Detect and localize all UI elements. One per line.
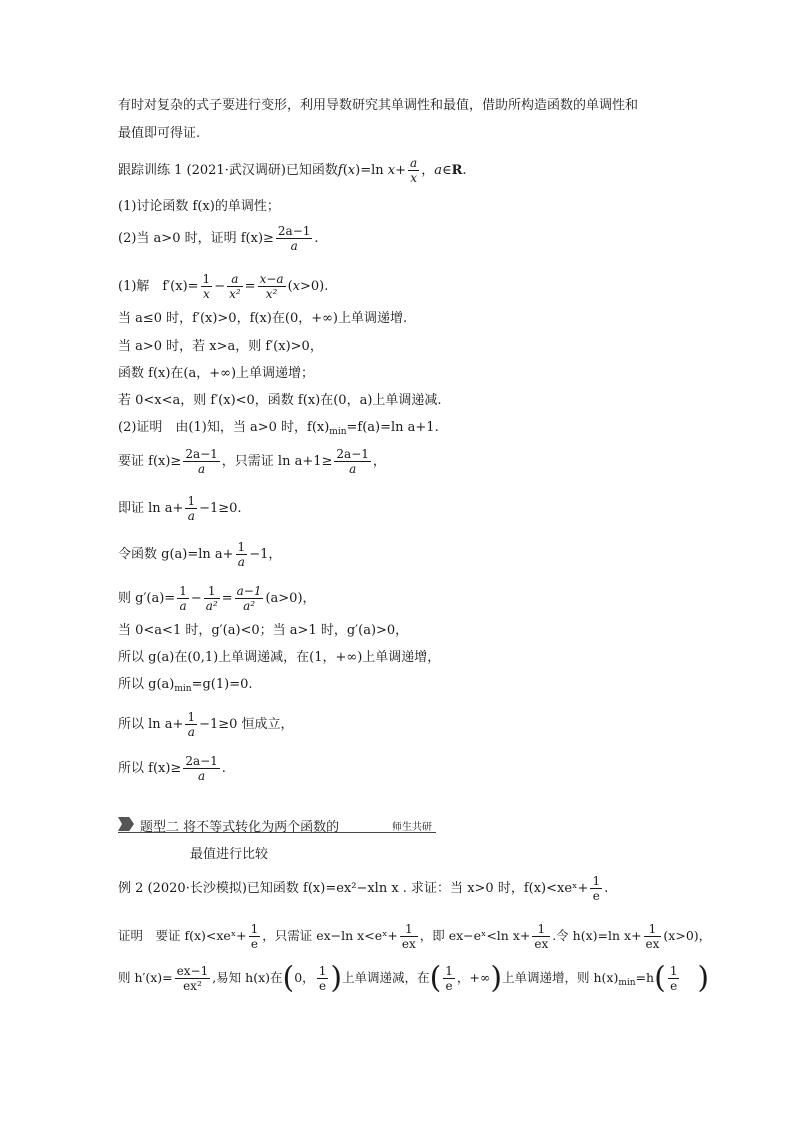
fraction: $\frac{2a-1}{a}$	[185, 754, 218, 783]
fraction: $\frac{1}{x}$	[202, 272, 211, 301]
solution-line: 若 0<x<a，则 f′(x)<0，函数 f(x)在(0，a)上单调递减.	[118, 393, 442, 408]
fraction: $\frac{2a-1}{a}$	[336, 447, 369, 476]
fraction: $\frac{1}{e}$	[592, 874, 601, 903]
fraction: $\frac{a}{x}$	[410, 156, 418, 185]
fraction: $\frac{1}{a}$	[187, 494, 196, 523]
intro-line-1: 有时对复杂的式子要进行变形，利用导数研究其单调性和最值，借助所构造函数的单调性和	[118, 98, 639, 113]
section-header	[118, 816, 436, 833]
fraction: $\frac{2a-1}{a}$	[185, 447, 218, 476]
fraction: $\frac{1}{e}$	[318, 964, 327, 993]
fraction: $\frac{1}{ex}$	[645, 922, 660, 951]
fraction: $\frac{1}{ex}$	[534, 922, 549, 951]
section-title-continued: 最值进行比较	[190, 847, 269, 862]
question-2: (2)当 a>0 时，证明 f(x)≥ $\frac{2a-1}{a}$ .	[118, 224, 319, 253]
proof-line: 所以 $g(a)_{min}=g(1)=0$.	[118, 677, 253, 694]
fraction: $\frac{x-a}{\text{x²}}$	[259, 272, 284, 301]
proof-line: 即证 ln a+ $\frac{1}{a}$ −1≥0.	[118, 494, 242, 523]
fraction: $\frac{a}{\text{x²}}$	[229, 272, 241, 301]
fraction: $\frac{1}{ex}$	[401, 922, 416, 951]
solution-derivative: (1)解 f′(x)= $\frac{1}{x}$ − $\frac{a}{\text{x²}}$ = $\frac{x-a}{\text{x²}}$ (x>0).	[118, 272, 329, 301]
section-marker-icon	[118, 817, 134, 831]
example-statement: 例 2 (2020·长沙模拟)已知函数 f(x)=ex²−xln x . 求证：当 x>0 时，f(x)<xeˣ+ $\frac{1}{e}$ .	[118, 874, 609, 903]
fraction: $\frac{1}{a}$	[187, 710, 196, 739]
fraction: $\frac{1}{\text{a²}}$	[205, 584, 218, 613]
fraction: $\frac{1}{e}$	[250, 922, 259, 951]
fraction: $\frac{1}{a}$	[237, 540, 246, 569]
proof-line: 所以 g(a)在(0,1)上单调递减，在(1，+∞)上单调递增，	[118, 650, 441, 665]
exercise-statement: 跟踪训练 1 (2021·武汉调研)已知函数f(x)=ln x+ $\frac{a}{x}$ ，a∈R.	[118, 156, 467, 185]
example-proof-last: 则 h′(x)= $\frac{ex-1}{\text{ex²}}$ ,易知 h(x)在(0， $\frac{1}{e}$ )上单调递减，在( $\frac{1}{e}$ ，+∞)上单调递增，则 $h(x)_{min}=h$( $\frac{1}{e}$ )	[118, 960, 710, 996]
proof-line: 令函数 g(a)=ln a+ $\frac{1}{a}$ −1，	[118, 540, 282, 569]
solution-line: 函数 f(x)在(a，+∞)上单调递增；	[118, 366, 315, 381]
question-1: (1)讨论函数 f(x)的单调性；	[118, 199, 280, 214]
intro-line-2: 最值即可得证.	[118, 126, 201, 141]
proof-line: 所以 ln a+ $\frac{1}{a}$ −1≥0 恒成立，	[118, 710, 294, 739]
solution-line: 当 a≤0 时，f′(x)>0，f(x)在(0，+∞)上单调递增.	[118, 311, 408, 326]
proof-line: 则 g′(a)= $\frac{1}{a}$ − $\frac{1}{\text{a²}}$ = $\frac{a-1}{\text{a²}}$ (a>0)，	[118, 584, 316, 613]
fraction: $\frac{1}{e}$	[445, 964, 453, 993]
example-proof: 证明 要证 f(x)<xeˣ+ $\frac{1}{e}$ ，只需证 ex−ln x<eˣ+ $\frac{1}{ex}$ ，即 ex−eˣ<ln x+ $\frac{1}{ex}$ .令 h(x)=ln x+ $\frac{1}{ex}$ (x>0)，	[118, 922, 712, 951]
proof-line: 所以 f(x)≥ $\frac{2a-1}{a}$ .	[118, 754, 226, 783]
proof-head: (2)证明 由(1)知，当 a>0 时，$f(x)_{min}=f(a)=\ln$ a+1.	[118, 420, 439, 437]
fraction: $\frac{1}{e}$	[669, 964, 678, 993]
fraction: $\frac{2a-1}{a}$	[277, 224, 311, 253]
solution-line: 当 a>0 时，若 x>a，则 f′(x)>0，	[118, 339, 323, 354]
section-title: 题型二 将不等式转化为两个函数的	[140, 820, 340, 835]
fraction: $\frac{1}{a}$	[179, 584, 187, 613]
fraction: $\frac{a-1}{\text{a²}}$	[236, 584, 262, 613]
section-tag: 师生共研	[392, 822, 432, 833]
fraction: $\frac{ex-1}{\text{ex²}}$	[176, 964, 209, 993]
proof-line: 要证 f(x)≥ $\frac{2a-1}{a}$ ，只需证 ln a+1≥ $\frac{2a-1}{a}$ ，	[118, 447, 386, 476]
proof-line: 当 0<a<1 时，g′(a)<0；当 a>1 时，g′(a)>0，	[118, 623, 409, 638]
